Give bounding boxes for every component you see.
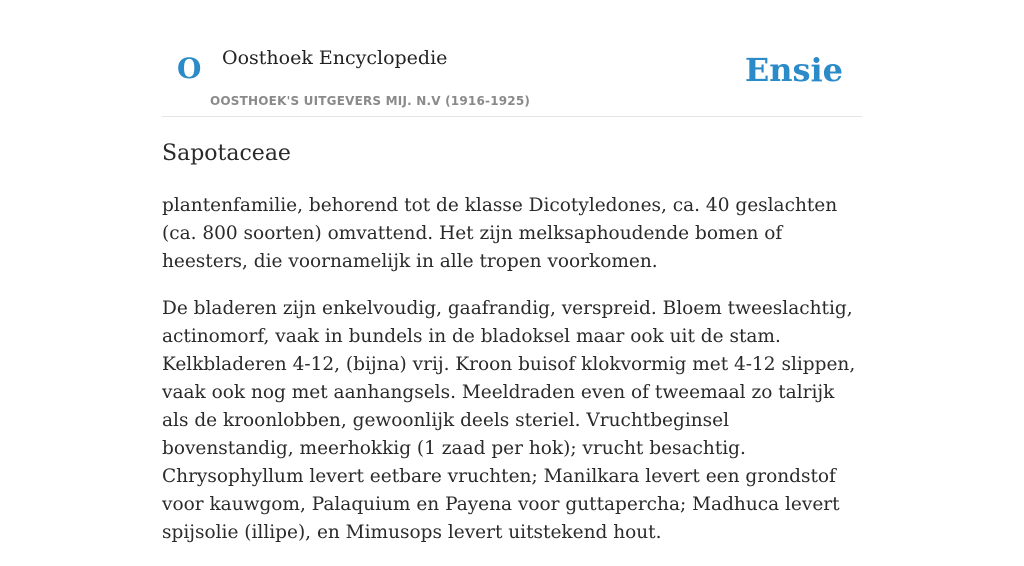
entry-title: Sapotaceae — [162, 141, 291, 166]
source-title-link[interactable]: Oosthoek Encyclopedie — [222, 47, 448, 69]
source-logo-icon: O — [177, 52, 202, 85]
entry-paragraph: De bladeren zijn enkelvoudig, gaafrandig, verspreid. Bloem tweeslachtig, actinomorf, vaak in bundels in de bladoksel maar ook uit de stam. Kelkbladeren 4-12, (bijna) vrij. Kroon buisof klokvormig met 4-12 slippen, vaak ook nog met aanhangsels. Meeldraden even of tweemaal zo talrijk als de kroonlobben, gewoonlijk deels steriel. Vruchtbeginsel bovenstandig, meerhokkig (1 zaad per hok); vrucht besachtig. Chrysophyllum levert eetbare vruchten; Manilkara levert een grondstof voor kauwgom, Palaquium en Payena voor guttapercha; Madhuca levert spijsolie (illipe), en Mimusops levert uitstekend hout. — [162, 298, 856, 543]
source-header — [162, 0, 862, 117]
entry-body — [162, 192, 862, 566]
content-column — [162, 0, 862, 543]
brand-logo-link[interactable]: Ensie — [744, 51, 843, 89]
entry-paragraph: plantenfamilie, behorend tot de klasse Dicotyledones, ca. 40 geslachten (ca. 800 soorten) omvattend. Het zijn melksaphoudende bomen of heesters, die voornamelijk in alle tropen voorkomen. — [162, 195, 838, 272]
source-subtitle: OOSTHOEK'S UITGEVERS MIJ. N.V (1916-1925) — [210, 94, 531, 108]
